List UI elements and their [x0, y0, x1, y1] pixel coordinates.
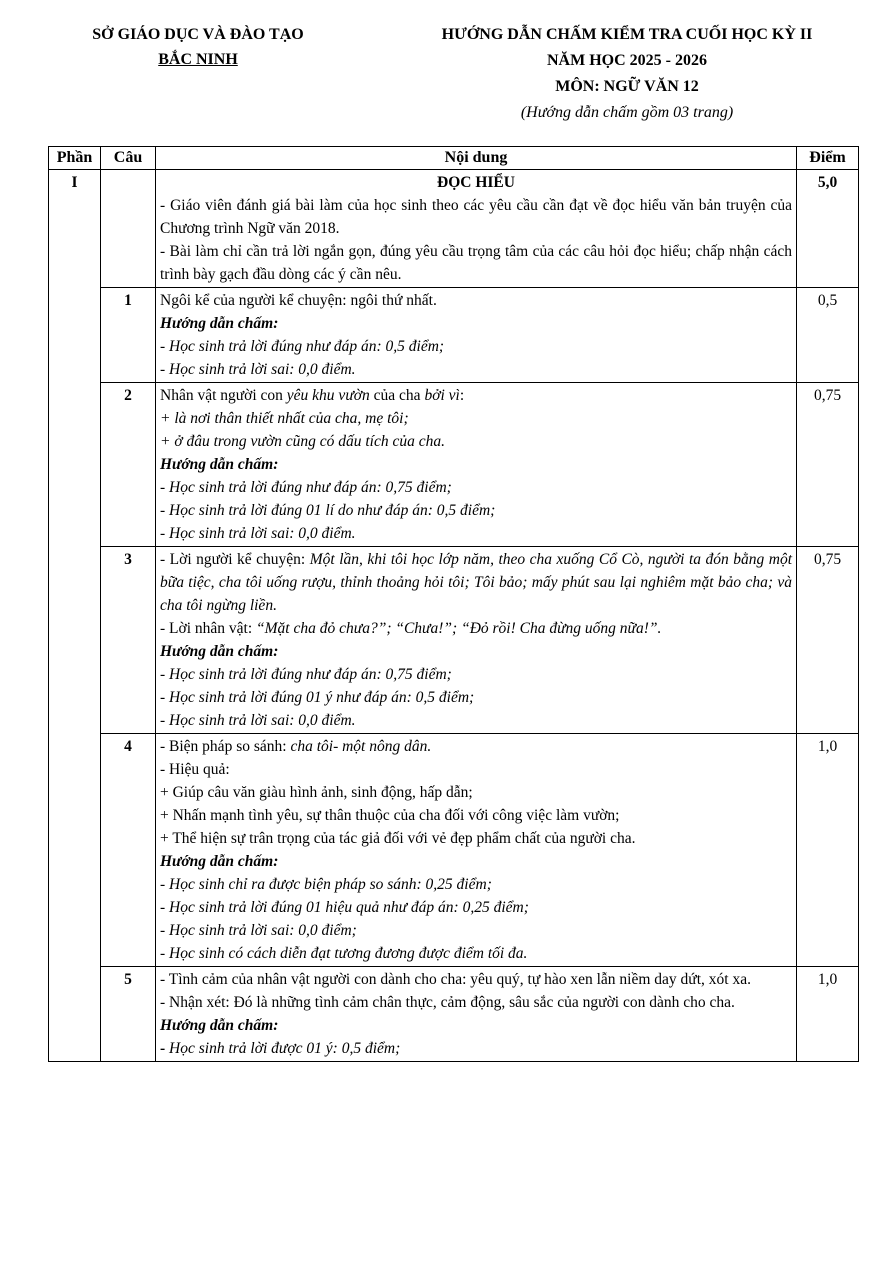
question-score: 0,75 [797, 383, 859, 547]
question-content [156, 547, 797, 734]
guide-label: Hướng dẫn chấm: [160, 1017, 279, 1034]
table-row [49, 734, 859, 967]
section-number: I [49, 170, 101, 1062]
section-intro-1: - Giáo viên đánh giá bài làm của học sinh theo các yêu cầu cần đạt về đọc hiểu văn bản truyện của Chương trình Ngữ văn 2018. [160, 197, 792, 237]
page-count-note: (Hướng dẫn chấm gồm 03 trang) [520, 104, 734, 121]
guide-item: - Học sinh trả lời đúng như đáp án: 0,5 điểm; [160, 338, 445, 355]
question-content [156, 734, 797, 967]
guide-item: - Học sinh trả lời sai: 0,0 điểm. [160, 361, 356, 378]
school-year: NĂM HỌC 2025 - 2026 [547, 52, 707, 69]
question-score: 0,5 [797, 288, 859, 383]
section-score: 5,0 [797, 170, 859, 288]
answer-point: + Thể hiện sự trân trọng của tác giả đối với vẻ đẹp phẩm chất của người cha. [160, 830, 636, 847]
guide-item: - Học sinh trả lời đúng 01 ý như đáp án: 0,5 điểm; [160, 689, 475, 706]
question-number: 2 [101, 383, 156, 547]
answer-text: - Hiệu quả: [160, 761, 230, 778]
answer-text: Nhân vật người con yêu khu vườn của cha bởi vì: [160, 387, 465, 404]
question-number: 4 [101, 734, 156, 967]
table-row [49, 967, 859, 1062]
question-content [156, 967, 797, 1062]
answer-point: + Giúp câu văn giàu hình ảnh, sinh động, hấp dẫn; [160, 784, 473, 801]
guide-label: Hướng dẫn chấm: [160, 643, 279, 660]
table-row [49, 547, 859, 734]
answer-point: + ở đâu trong vườn cũng có dấu tích của cha. [160, 433, 445, 450]
guide-item: - Học sinh trả lời đúng 01 hiệu quả như đáp án: 0,25 điểm; [160, 899, 529, 916]
subject: MÔN: NGỮ VĂN 12 [555, 78, 699, 95]
question-number: 3 [101, 547, 156, 734]
guide-label: Hướng dẫn chấm: [160, 456, 279, 473]
answer-text: Ngôi kể của người kể chuyện: ngôi thứ nhất. [160, 292, 437, 309]
table-header-row [49, 147, 859, 170]
guide-item: - Học sinh trả lời sai: 0,0 điểm. [160, 525, 356, 542]
question-score: 1,0 [797, 967, 859, 1062]
guide-item: - Học sinh chỉ ra được biện pháp so sánh: 0,25 điểm; [160, 876, 492, 893]
section-title: ĐỌC HIỂU [437, 174, 515, 191]
question-content [156, 383, 797, 547]
question-score: 1,0 [797, 734, 859, 967]
grading-table [48, 146, 859, 1062]
table-row [49, 383, 859, 547]
table-row [49, 288, 859, 383]
section-row [49, 170, 859, 288]
question-number: 5 [101, 967, 156, 1062]
answer-point: + là nơi thân thiết nhất của cha, mẹ tôi; [160, 410, 409, 427]
guide-item: - Học sinh trả lời sai: 0,0 điểm; [160, 922, 357, 939]
document-title: HƯỚNG DẪN CHẤM KIỂM TRA CUỐI HỌC KỲ II [441, 26, 813, 43]
answer-point: + Nhấn mạnh tình yêu, sự thân thuộc của cha đối với công việc làm vườn; [160, 807, 620, 824]
answer-text: - Nhận xét: Đó là những tình cảm chân thực, cảm động, sâu sắc của người con dành cho cha. [160, 994, 735, 1011]
answer-text: - Lời nhân vật: “Mặt cha đỏ chưa?”; “Chưa!”; “Đỏ rồi! Cha đừng uống nữa!”. [160, 620, 662, 637]
guide-item: - Học sinh có cách diễn đạt tương đương được điểm tối đa. [160, 945, 528, 962]
answer-text: - Biện pháp so sánh: cha tôi- một nông dân. [160, 738, 432, 755]
header-phan: Phần [49, 147, 101, 170]
answer-text: - Tình cảm của nhân vật người con dành cho cha: yêu quý, tự hào xen lẫn niềm day dứt, xót xa. [160, 971, 751, 988]
question-number: 1 [101, 288, 156, 383]
guide-item: - Học sinh trả lời được 01 ý: 0,5 điểm; [160, 1040, 401, 1057]
guide-item: - Học sinh trả lời đúng 01 lí do như đáp án: 0,5 điểm; [160, 502, 496, 519]
section-intro-2: - Bài làm chỉ cần trả lời ngắn gọn, đúng yêu cầu trọng tâm của các câu hỏi đọc hiểu; chấp nhận cách trình bày gạch đầu dòng các ý cần nêu. [160, 243, 792, 283]
section-content [156, 170, 797, 288]
header-noidung: Nội dung [156, 147, 797, 170]
question-score: 0,75 [797, 547, 859, 734]
answer-text: - Lời người kể chuyện: Một lần, khi tôi học lớp năm, theo cha xuống Cổ Cò, người ta đón bằng một bữa tiệc, cha tôi uống rượu, thỉnh thoảng hỏi tôi; Tôi bảo; mấy phút sau lại nghiêm mặt bảo cha; và cha tôi ngừng liền. [160, 551, 793, 614]
header-left [48, 22, 348, 72]
header-cau: Câu [101, 147, 156, 170]
guide-label: Hướng dẫn chấm: [160, 315, 279, 332]
question-content [156, 288, 797, 383]
department-name: SỞ GIÁO DỤC VÀ ĐÀO TẠO [92, 26, 304, 43]
guide-label: Hướng dẫn chấm: [160, 853, 279, 870]
guide-item: - Học sinh trả lời đúng như đáp án: 0,75 điểm; [160, 479, 452, 496]
header-right [392, 22, 862, 126]
guide-item: - Học sinh trả lời đúng như đáp án: 0,75 điểm; [160, 666, 452, 683]
guide-item: - Học sinh trả lời sai: 0,0 điểm. [160, 712, 356, 729]
province-name: BẮC NINH [158, 51, 238, 68]
header-diem: Điểm [797, 147, 859, 170]
